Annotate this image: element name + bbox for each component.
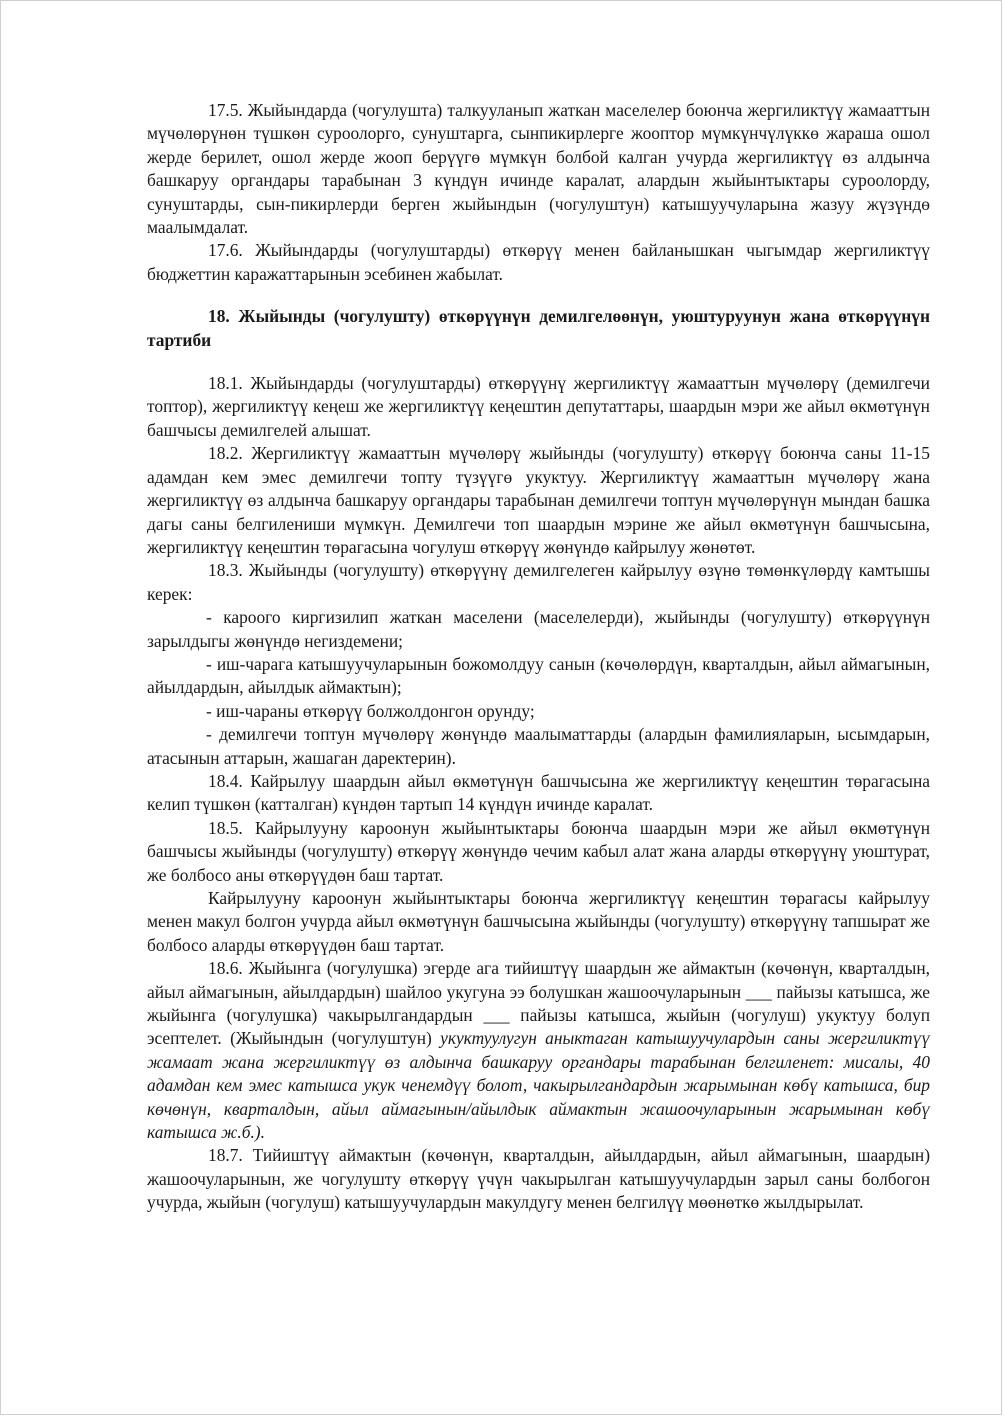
document-body (147, 99, 930, 1215)
list-item: - демилгечи топтун мүчөлөрү жөнүндө маалыматтарды (алардын фамилияларын, ысымдарын, атасынын аттарын, жашаган даректерин). (147, 724, 930, 768)
paragraph-18-1: 18.1. Жыйындарды (чогулуштарды) өткөрүүнү жергиликтүү жамааттын мүчөлөрү (демилгечи топтор), жергиликтүү кеңеш же жергиликтүү кеңештин депутаттары, шаардын мэри же айыл өкмөтүнүн башчысы демилгелей алышат. (147, 373, 930, 440)
paragraph-18-6 (147, 957, 930, 1144)
section-heading-18: 18. Жыйынды (чогулушту) өткөрүүнүн демилгелөөнүн, уюштуруунун жана өткөрүүнүн тартиби (147, 306, 930, 350)
paragraph-18-7: 18.7. Тийиштүү аймактын (көчөнүн, кварталдын, айылдардын, айыл аймагынын, шаардын) жашоочуларынын, же чогулушту өткөрүү үчүн чакырылган катышуучулардын зарыл саны болбогон учурда, жыйын (чогулуш) катышуучулардын макулдугу менен белгилүү мөөнөткө жылдырылат. (147, 1145, 930, 1213)
paragraph-18-3: 18.3. Жыйынды (чогулушту) өткөрүүнү демилгелеген кайрылуу өзүнө төмөнкүлөрдү камтышы керек: (147, 560, 930, 604)
paragraph-18-6-italic-note: укуктуулугун аныктаган катышуучулардын саны жергиликтүү жамаат жана жергиликтүү өз алдынча башкаруу органдары тарабынан белгиленет: мисалы, 40 адамдан кем эмес катышса укук ченемдүү болот, чакырылгандардын жарымынан көбү катышса, бир көчөнүн, кварталдын, айыл аймагынын/айылдык аймактын жашоочуларынын жарымынан көбү катышса ж.б.). (147, 1028, 930, 1143)
list-item: - иш-чараны өткөрүү болжолдонгон орунду; (206, 700, 535, 721)
paragraph-17-5: 17.5. Жыйындарда (чогулушта) талкууланып жаткан маселелер боюнча жергиликтүү жамааттын мүчөлөрүнөн түшкөн суроолорго, сунуштарга, сынпикирлерге жооптор мүмкүнчүлүккө жараша ошол жерде берилет, ошол жерде жооп берүүгө мүмкүн болбой калган учурда жергиликтүү өз алдынча башкаруу органдары тарабынан 3 күндүн ичинде каралат, алардын жыйынтыктары суроолорду, сунуштарды, сын-пикирлерди берген жыйындын (чогулуштун) катышуучуларына жазуу жүзүндө маалымдалат. (147, 100, 930, 238)
paragraph-18-5-continuation: Кайрылууну кароонун жыйынтыктары боюнча жергиликтүү кеңештин төрагасы кайрылуу менен макул болгон учурда айыл өкмөтүнүн башчысына жыйынды (чогулушту) өткөрүүнү тапшырат же болбосо аларды өткөрүүдөн баш тартат. (147, 888, 930, 955)
paragraph-18-2: 18.2. Жергиликтүү жамааттын мүчөлөрү жыйынды (чогулушту) өткөрүү боюнча саны 11-15 адамдан кем эмес демилгечи топту түзүүгө укуктуу. Жергиликтүү жамааттын мүчөлөрү жана жергиликтүү өз алдынча башкаруу органдары тарабынан демилгечи топтун мүчөлөрүнүн мындан башка дагы саны белгилениши мүмкүн. Демилгечи топ шаардын мэрине же айыл өкмөтүнүн башчысына, жергиликтүү кеңештин төрагасына чогулуш өткөрүү жөнүндө кайрылуу жөнөтөт. (147, 443, 930, 557)
paragraph-18-6-text: 18.6. Жыйынга (чогулушка) эгерде ага тийиштүү шаардын же аймактын (көчөнүн, кварталдын, айыл аймагынын, айылдардын) шайлоо укугуна ээ болушкан жашоочуларынын ___ пайызы катышса, же жыйынга (чогулушка) чакырылгандардын ___ пайызы катышса, жыйын (чогулуш) укуктуу болуп эсептелет. (Жыйындын (чогулуштун) (147, 958, 930, 1049)
list-item: - кароого киргизилип жаткан маселени (маселелерди), жыйынды (чогулушту) өткөрүүнүн зарылдыгы жөнүндө негиздемени; (147, 607, 930, 651)
paragraph-18-5: 18.5. Кайрылууну кароонун жыйынтыктары боюнча шаардын мэри же айыл өкмөтүнүн башчысы жыйынды (чогулушту) өткөрүү жөнүндө чечим кабыл алат жана аларды өткөрүүнү уюштурат, же болбосо аны өткөрүүдөн баш тартат. (147, 817, 930, 885)
list-item: - иш-чарага катышуучуларынын божомолдуу санын (көчөлөрдүн, кварталдын, айыл аймагынын, айылдардын, айылдык аймактын); (147, 653, 930, 698)
paragraph-17-6: 17.6. Жыйындарды (чогулуштарды) өткөрүү менен байланышкан чыгымдар жергиликтүү бюджеттин каражаттарынын эсебинен жабылат. (147, 240, 930, 284)
paragraph-18-4: 18.4. Кайрылуу шаардын айыл өкмөтүнүн башчысына же жергиликтүү кеңештин төрагасына келип түшкөн (катталган) күндөн тартып 14 күндүн ичинде каралат. (147, 770, 930, 815)
